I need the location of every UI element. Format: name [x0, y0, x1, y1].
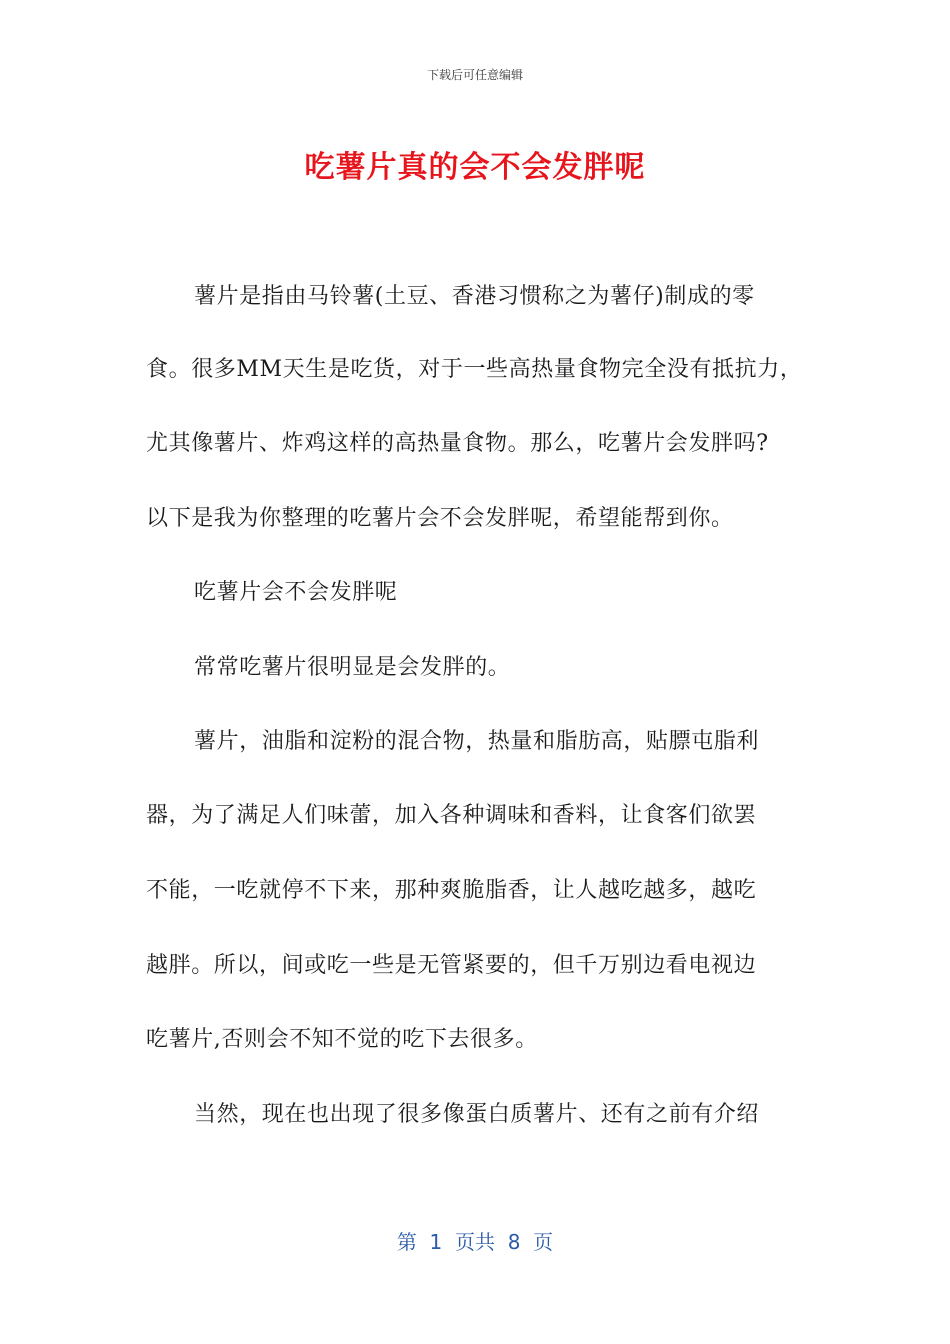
- paragraph-line: 器，为了满足人们味蕾，加入各种调味和香料，让食客们欲罢: [146, 803, 757, 828]
- paragraph-line: 薯片是指由马铃薯(土豆、香港习惯称之为薯仔)制成的零: [194, 284, 755, 309]
- paragraph-line: 尤其像薯片、炸鸡这样的高热量食物。那么，吃薯片会发胖吗?: [146, 431, 769, 456]
- page-number: 第 1 页共 8 页: [396, 1230, 554, 1254]
- paragraph-line: 以下是我为你整理的吃薯片会不会发胖呢，希望能帮到你。: [146, 506, 734, 531]
- section-heading: 吃薯片会不会发胖呢: [194, 580, 398, 605]
- paragraph-line: 不能，一吃就停不下来，那种爽脆脂香，让人越吃越多，越吃: [146, 878, 757, 903]
- paragraph-line: 常常吃薯片很明显是会发胖的。: [194, 655, 511, 680]
- paragraph-line: 越胖。所以，间或吃一些是无管紧要的，但千万别边看电视边: [146, 953, 757, 978]
- paragraph-line: 当然，现在也出现了很多像蛋白质薯片、还有之前有介绍: [194, 1102, 760, 1127]
- document-title: 吃薯片真的会不会发胖呢: [304, 150, 646, 185]
- paragraph-line: 吃薯片,否则会不知不觉的吃下去很多。: [146, 1027, 538, 1052]
- paragraph-line: 食。很多MM天生是吃货，对于一些高热量食物完全没有抵抗力，: [146, 357, 803, 382]
- paragraph-line: 薯片，油脂和淀粉的混合物，热量和脂肪高，贴膘屯脂利: [194, 729, 760, 754]
- download-note: 下载后可任意编辑: [426, 68, 523, 82]
